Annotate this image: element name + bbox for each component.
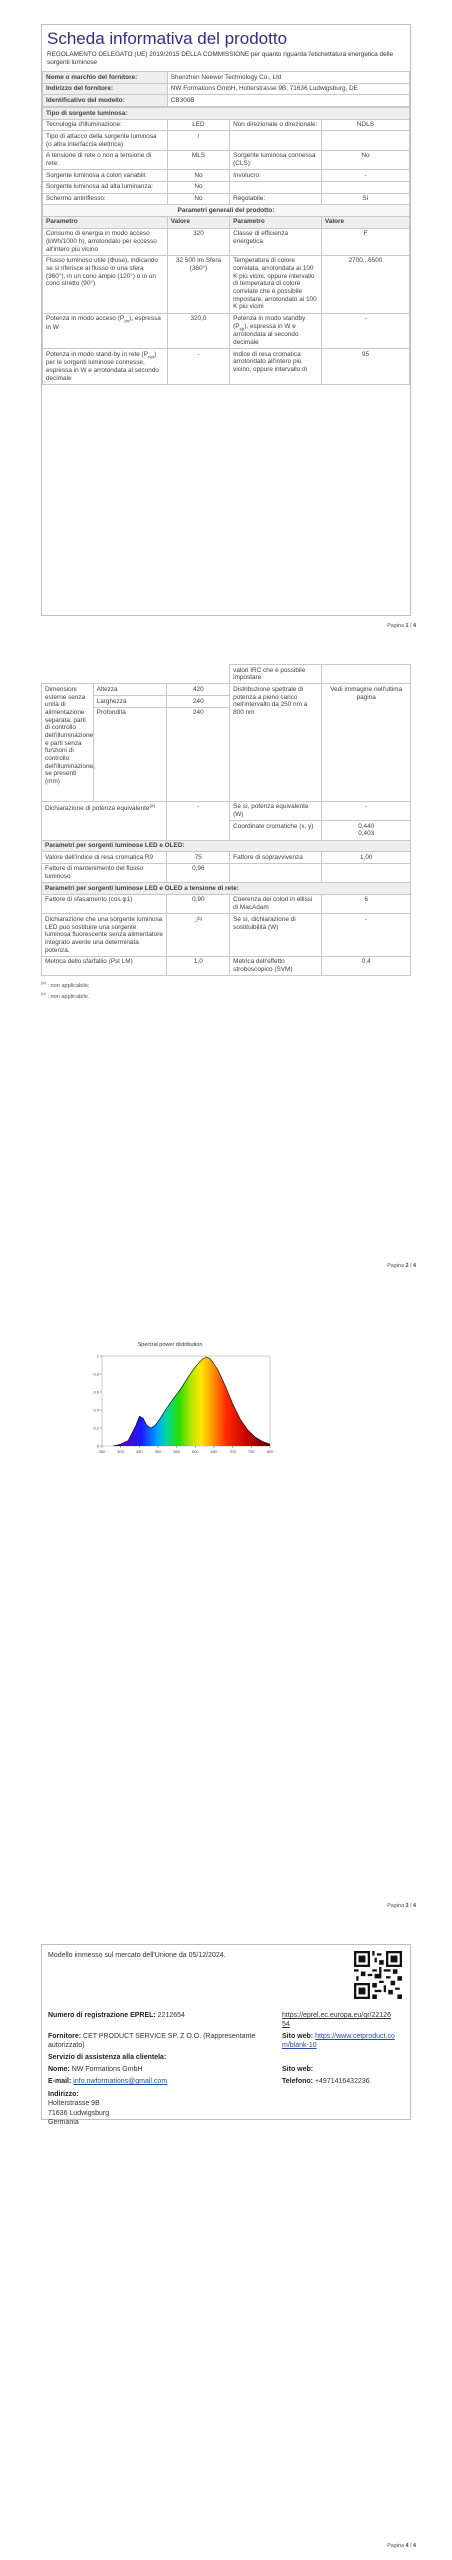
row-label	[43, 313, 168, 349]
dim-name: Altezza	[93, 684, 167, 696]
x-tick-label: 500	[154, 1449, 162, 1454]
value-text: -	[194, 917, 197, 925]
model-label: Identificativo del modello:	[43, 95, 168, 107]
page-num: 2	[405, 1263, 409, 1269]
row-label	[230, 131, 322, 150]
product-sheet-p1	[41, 24, 411, 616]
row-label: Valore dell'indice di resa cromatica R9	[42, 852, 167, 864]
chart-title: Spectral power distribution	[137, 1342, 203, 1348]
row-value: No	[167, 193, 229, 205]
x-tick-label: 700	[229, 1449, 237, 1454]
row-label: Fattore di sopravvivenza	[230, 852, 322, 864]
row-label	[230, 863, 322, 882]
y-tick-label: 0.2	[93, 1425, 99, 1431]
row-label: valori IRC che è possibile impostare	[230, 665, 322, 684]
row-value	[167, 914, 230, 956]
row-label	[230, 181, 322, 193]
footnote-text: : non applicabile.	[47, 993, 90, 1000]
y-tick-label: 0	[96, 1443, 99, 1449]
row-label	[42, 801, 167, 840]
row-value: -	[322, 801, 411, 820]
website-link[interactable]: https://www.cetproduct.com/blank-10	[282, 2033, 395, 2050]
chroma-x: 0,440	[358, 822, 375, 830]
supplier-label: Fornitore:	[48, 2033, 82, 2040]
market-text: Modello immesso sul mercato dell'Unione da 05/12/2024.	[48, 1952, 226, 1959]
service-web-row	[282, 2065, 313, 2074]
col-value: Valore	[167, 216, 229, 228]
label-part: ), espressa in W	[46, 315, 161, 331]
footnote-text: : non applicabile;	[47, 982, 90, 989]
x-tick-label: 650	[210, 1449, 218, 1454]
row-value: 95	[321, 349, 409, 385]
row-label: Schermo antiriflesso:	[43, 193, 168, 205]
address-line: Germania	[48, 2119, 79, 2127]
row-label: Tecnologia d'illuminazione:	[43, 119, 168, 131]
row-value	[322, 821, 411, 840]
table-row	[43, 119, 410, 131]
row-value: 6	[322, 894, 411, 913]
model-value: CB300B	[167, 95, 409, 107]
equiv-label: Dichiarazione di potenza equivalente	[45, 805, 150, 813]
y-tick-label: 0.6	[93, 1389, 99, 1395]
y-tick-label: 1	[96, 1353, 99, 1359]
page-2	[0, 640, 452, 1280]
row-value: -	[322, 914, 411, 956]
page-label: Pagina	[387, 1263, 404, 1269]
row-value: -	[321, 170, 409, 182]
spectral-power-chart	[80, 1350, 280, 1460]
row-value	[322, 863, 411, 882]
page-sep: /	[410, 2543, 412, 2549]
eprel-label: Numero di registrazione EPREL:	[48, 2012, 156, 2019]
row-value: No	[321, 150, 409, 169]
table-row	[42, 801, 411, 820]
row-label: Coordinate cromatiche (x, y)	[230, 821, 322, 840]
footnote-mark: (a)	[149, 803, 155, 809]
row-label: Regolabile:	[230, 193, 322, 205]
row-value: -	[167, 349, 229, 385]
table-row	[43, 349, 410, 385]
row-label: Coerenza dei colori in ellissi di MacAdam	[230, 894, 322, 913]
col-param: Parametro	[43, 216, 168, 228]
label-part: Potenza in modo acceso (P	[46, 315, 125, 322]
supplier-row	[43, 72, 410, 84]
row-label: Flusso luminoso utile (Φuse), indicando se si riferisce al flusso in una sfera (360°), in un cono ampio (120°) o in un cono stretto (90°)	[43, 255, 168, 313]
dim-value: 240	[167, 707, 230, 801]
supplier-table	[42, 71, 410, 107]
footnotes	[41, 980, 411, 1002]
row-label	[43, 349, 168, 385]
col-param: Parametro	[230, 216, 322, 228]
row-value: 320,0	[167, 313, 229, 349]
continued-table	[41, 664, 411, 976]
page-4	[0, 1920, 452, 2560]
document-title: Scheda informativa del prodotto	[47, 29, 288, 48]
row-label: Classe di efficienza energetica	[230, 228, 322, 255]
table-row	[42, 863, 411, 882]
footnote-b	[41, 991, 411, 1002]
y-tick-label: 0.4	[93, 1407, 99, 1413]
row-label: Dichiarazione che una sorgente luminosa LED può sostituire una sorgente luminosa fluorescente senza alimentatore integrato avente una determinata potenza.	[42, 914, 167, 956]
x-tick-label: 750	[247, 1449, 255, 1454]
page-label: Pagina	[387, 1903, 404, 1909]
row-value: F	[321, 228, 409, 255]
column-header-row	[43, 216, 410, 228]
row-value: 1,00	[322, 852, 411, 864]
row-label: Non direzionale o direzionale:	[230, 119, 322, 131]
name-label: Nome:	[48, 2066, 70, 2073]
row-value: -	[167, 801, 230, 840]
service-heading	[48, 2053, 166, 2062]
mains-heading: Parametri per sorgenti luminose LED e OLED a tensione di rete:	[42, 883, 411, 895]
page-number	[387, 1263, 416, 1269]
row-value: -	[321, 313, 409, 349]
x-tick-label: 350	[98, 1449, 106, 1454]
name-value: NW Formations GmbH	[71, 2066, 143, 2073]
page-number	[387, 623, 416, 629]
supplier-label: Nome o marchio del fornitore:	[43, 72, 168, 84]
x-tick-label: 400	[117, 1449, 125, 1454]
table-row	[43, 131, 410, 150]
row-value: 0,4	[322, 956, 411, 975]
row-value: 320	[167, 228, 229, 255]
page-sep: /	[410, 1263, 412, 1269]
x-tick-label: 550	[173, 1449, 181, 1454]
page-num: 1	[405, 623, 409, 629]
page-label: Pagina	[387, 623, 404, 629]
address-row	[43, 83, 410, 95]
spectral-label: Distribuzione spettrale di potenza a pieno carico nell'intervallo da 250 nm a 800 nm	[230, 684, 322, 801]
supplier-row	[48, 2032, 270, 2051]
page-sep: /	[410, 1903, 412, 1909]
row-label: Temperatura di colore correlata, arrotondata ai 100 K più vicini, oppure intervallo di temperatura di colore correlate che è possibile impostare, arrotondato ai 100 K più vicini	[230, 255, 322, 313]
service-name-row	[48, 2065, 143, 2074]
table-row	[43, 170, 410, 182]
row-label: Fattore di mantenimento del flusso luminoso	[42, 863, 167, 882]
footnote-mark: (b)	[196, 915, 203, 921]
address-line: Holterstrasse 9B	[48, 2100, 100, 2108]
label-part: Potenza in modo stand-by in rete (P	[46, 350, 148, 358]
eprel-value: 2212654	[157, 2012, 185, 2019]
row-value: LED	[167, 119, 229, 131]
dims-row	[42, 684, 411, 696]
row-label: A tensione di rete o non a tensione di rete:	[43, 150, 168, 169]
label-sub: net	[147, 354, 155, 360]
address-label: Indirizzo del fornitore:	[43, 83, 168, 95]
row-value: MLS	[167, 150, 229, 169]
dim-value: 420	[167, 684, 230, 696]
table-row	[43, 228, 410, 255]
website-label: Sito web:	[282, 2033, 314, 2040]
x-tick-label: 600	[191, 1449, 199, 1454]
x-tick-label: 800	[266, 1449, 274, 1454]
row-value: 1,0	[167, 956, 230, 975]
page-total: 4	[413, 2543, 416, 2549]
page-sep: /	[410, 623, 412, 629]
table-row	[42, 914, 411, 956]
table-row	[43, 150, 410, 169]
dim-name: Profondità	[93, 707, 167, 801]
row-value: 0,96	[167, 863, 230, 882]
row-value: 75	[167, 852, 230, 864]
email-row	[48, 2077, 167, 2086]
phone-label: Telefono:	[282, 2078, 313, 2085]
table-row	[43, 255, 410, 313]
row-label: Tipo di attacco della sorgente luminosa (o altra interfaccia elettrica)	[43, 131, 168, 150]
page-label: Pagina	[387, 2543, 404, 2549]
row-value	[321, 181, 409, 193]
phone-row	[282, 2077, 370, 2086]
row-label: Metrica dell'effetto stroboscopico (SVM)	[230, 956, 322, 975]
spectral-value: Vedi immagine nell'ultima pagina	[322, 684, 411, 801]
footnote-a	[41, 980, 411, 991]
eprel-link[interactable]: https://eprel.ec.europa.eu/qr/2212654	[282, 2012, 391, 2029]
label-sub: on	[124, 318, 130, 324]
email-link[interactable]: info.nwformations@gmail.com	[73, 2078, 168, 2085]
dim-value: 240	[167, 696, 230, 708]
led-heading: Parametri per sorgenti luminose LED e OLED:	[42, 840, 411, 852]
qr-code-icon	[354, 1951, 402, 1999]
row-value: NDLS	[321, 119, 409, 131]
row-value: 32 500 lm Sfera (360°)	[167, 255, 229, 313]
page-3	[0, 1280, 452, 1920]
row-label: Sorgente luminosa a colori variabili:	[43, 170, 168, 182]
row-value: Sì	[321, 193, 409, 205]
chroma-y: 0,403	[358, 830, 375, 838]
row-label: Se sì, dichiarazione di sostituibilità (W)	[230, 914, 322, 956]
product-sheet-p2	[41, 664, 411, 1084]
label-part: ), espressa in W e arrotondata al secondo decimale	[233, 322, 299, 347]
page-number	[387, 1903, 416, 1909]
regulation-text: REGOLAMENTO DELEGATO (UE) 2019/2015 DELLA COMMISSIONE per quanto riguarda l'etichettatura energetica delle sorgenti luminose	[47, 51, 394, 66]
email-label: E-mail:	[48, 2078, 72, 2085]
footnote-mark: (a)	[41, 980, 46, 986]
row-label: Fattore di sfasamento (cos φ1)	[42, 894, 167, 913]
table-row	[42, 852, 411, 864]
table-row	[43, 313, 410, 349]
footnote-mark: (b)	[41, 990, 46, 996]
row-label: Indice di resa cromatica arrotondato all'intero più vicino, oppure intervallo di	[230, 349, 322, 385]
row-value: No	[167, 170, 229, 182]
supplier-value: Shenzhen Neewer Technology Co., Ltd	[167, 72, 409, 84]
table-row	[42, 894, 411, 913]
service-heading-text: Servizio di assistenza alla clientela:	[48, 2054, 167, 2061]
label-part: ) per le sorgenti luminose connesse, espressa in W e arrotondata al secondo decimale	[46, 350, 159, 382]
row-value: 2700...6500	[321, 255, 409, 313]
address-line: 71636 Ludwigsburg	[48, 2109, 110, 2117]
col-value: Valore	[321, 216, 409, 228]
source-type-table	[42, 107, 410, 385]
address-block	[48, 2090, 109, 2128]
page-number	[387, 2543, 416, 2549]
label-part: Potenza in modo standby (P	[233, 315, 306, 330]
row-label: Consumo di energia in modo acceso (kWh/1000 h), arrotondato per eccesso all'intero più vicino	[43, 228, 168, 255]
website-label: Sito web:	[282, 2066, 314, 2073]
page-total: 4	[413, 1263, 416, 1269]
row-value: No	[167, 181, 229, 193]
row-label: Sorgente luminosa connessa (CLS):	[230, 150, 322, 169]
general-params-heading: Parametri generali del prodotto:	[43, 205, 410, 217]
row-label: Involucro:	[230, 170, 322, 182]
dims-label: Dimensioni esterne senza unità di alimentazione separata, parti di controllo dell'illuminazione e parti senza funzioni di controllo dell'illuminazione, se presenti (mm)	[42, 684, 94, 801]
label-sub: sb	[239, 325, 245, 331]
table-row	[42, 665, 411, 684]
model-row	[43, 95, 410, 107]
table-row	[43, 181, 410, 193]
eprel-row	[48, 2011, 288, 2020]
address-label: Indirizzo:	[48, 2091, 79, 2098]
table-row	[42, 956, 411, 975]
supplier-value: CET PRODUCT SERVICE SP. Z O.O. (Rappresentante autorizzato)	[48, 2033, 256, 2050]
row-value	[321, 131, 409, 150]
row-label: Se sì, potenza equivalente (W)	[230, 801, 322, 820]
page-1	[0, 0, 452, 640]
product-sheet-p4	[41, 1944, 411, 2127]
address-value: NW Formations GmbH, Holterstrasse 9B, 71636 Ludwigsburg, DE	[167, 83, 409, 95]
x-tick-label: 450	[135, 1449, 143, 1454]
source-type-heading: Tipo di sorgente luminosa:	[43, 108, 410, 120]
page-num: 3	[405, 1903, 409, 1909]
table-row	[43, 193, 410, 205]
row-label: Metrica dello sfarfallio (Pst LM)	[42, 956, 167, 975]
page-total: 4	[413, 623, 416, 629]
dim-name: Larghezza	[93, 696, 167, 708]
page-num: 4	[405, 2543, 409, 2549]
page-total: 4	[413, 1903, 416, 1909]
row-label: Sorgente luminosa ad alta luminanza:	[43, 181, 168, 193]
phone-value: +4971416432236	[314, 2078, 370, 2085]
row-value: /	[167, 131, 229, 150]
row-value: 0,90	[167, 894, 230, 913]
website-row	[282, 2032, 400, 2051]
row-label	[230, 313, 322, 349]
y-tick-label: 0.8	[93, 1371, 99, 1377]
